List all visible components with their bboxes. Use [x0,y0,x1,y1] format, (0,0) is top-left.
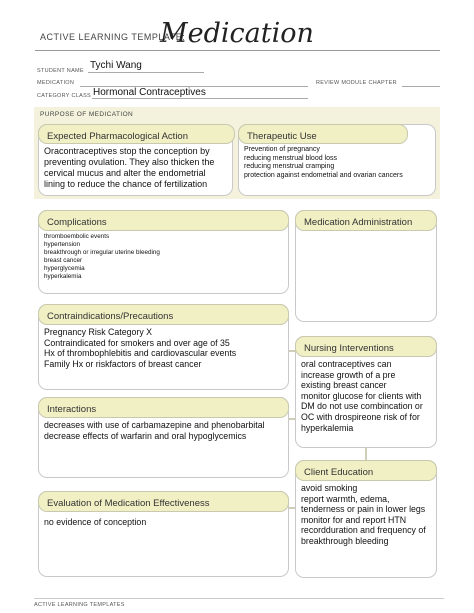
interactions-title: Interactions [38,397,289,418]
text-line: oral contraceptives can [301,359,392,369]
header-divider [35,50,440,51]
therapeutic-use-box [238,124,436,196]
text-line: reducing menstrual cramping [244,163,335,171]
text-line: existing breast cancer [301,380,387,391]
text-line: increase growth of a pre [301,369,396,380]
text-line: decrease effects of warfarin and oral hypoglycemics [44,430,247,441]
text-line: breakthrough bleeding [301,535,389,546]
medication-admin-title: Medication Administration [295,210,437,231]
text-line: OC with drospireone risk of for [301,411,420,422]
text-line: no evidence of conception [44,517,147,527]
client-education-box [295,460,437,578]
text-line: monitor glucose for clients with [301,390,422,401]
text-line: breakthrough or irregular uterine bleeding [44,248,160,256]
interactions-box [38,397,289,478]
review-module-label: REVIEW MODULE CHAPTER [316,80,397,86]
medication-label: MEDICATION [37,80,75,86]
text-line: Hx of thrombophlebitis and cardiovascular events [44,348,237,359]
purpose-title: PURPOSE OF MEDICATION [40,111,134,118]
complications-box [38,210,289,294]
evaluation-title: Evaluation of Medication Effectiveness [38,491,289,512]
expected-action-title: Expected Pharmacological Action [38,124,235,144]
text-line: Prevention of pregnancy [244,146,320,153]
expected-action-content[interactable] [44,146,214,190]
nursing-interventions-box [295,336,437,448]
text-line: report warmth, edema, [301,493,390,504]
text-line: thromboembolic events [44,233,110,240]
text-line: protection against endometrial and ovarian cancers [244,171,403,179]
complications-title: Complications [38,210,289,231]
text-line: hyperkalemia [44,272,82,280]
template-label: ACTIVE LEARNING TEMPLATE: [40,32,186,42]
text-line: avoid smoking [301,483,358,493]
contraindications-title: Contraindications/Precautions [38,304,289,325]
text-line: monitor for and report HTN [301,514,407,525]
student-name-underline [88,72,204,73]
expected-action-box [38,124,233,196]
evaluation-content[interactable] [44,517,146,528]
category-class-value[interactable]: Hormonal Contraceptives [93,87,206,98]
text-line: lining to reduce the chance of fertilization [44,179,208,189]
text-line: tenderness or pain in lower legs [301,504,426,515]
text-line: hypertension [44,240,81,248]
connector-line [365,447,367,461]
client-education-title: Client Education [295,460,437,481]
nursing-interventions-content[interactable] [301,359,423,433]
footer-text: ACTIVE LEARNING TEMPLATES [34,602,125,608]
text-line: hyperglycemia [44,264,85,272]
text-line: preventing ovulation. They also thicken the [44,157,215,167]
text-line: breast cancer [44,256,83,264]
complications-content[interactable] [44,233,160,280]
text-line: decreases with use of carbamazepine and phenobarbital [44,420,265,430]
text-line: Family Hx or riskfactors of breast cancer [44,358,202,369]
therapeutic-use-content[interactable] [244,146,403,180]
text-line: hyperkalemia [301,422,354,433]
text-line: DM do not use combincation or [301,401,423,412]
therapeutic-use-title: Therapeutic Use [238,124,408,144]
student-name-value[interactable]: Tychi Wang [90,60,142,71]
page-title: Medication [160,18,314,49]
text-line: Contraindicated for smokers and over age of 35 [44,337,230,348]
interactions-content[interactable] [44,420,265,441]
contraindications-content[interactable] [44,327,236,369]
student-name-label: STUDENT NAME [37,68,84,74]
medication-admin-box [295,210,437,322]
client-education-content[interactable] [301,483,426,547]
review-module-underline [402,86,440,87]
text-line: Pregnancy Risk Category X [44,327,153,337]
nursing-interventions-title: Nursing Interventions [295,336,437,357]
text-line: cervical mucus and alter the endometrial [44,168,206,178]
evaluation-box [38,491,289,577]
category-class-underline [92,98,308,99]
category-class-label: CATEGORY CLASS [37,93,92,99]
footer-divider [34,598,444,599]
text-line: recordduration and frequency of [301,525,426,536]
contraindications-box [38,304,289,390]
text-line: reducing menstrual blood loss [244,154,337,162]
text-line: Oracontraceptives stop the conception by [44,146,210,156]
